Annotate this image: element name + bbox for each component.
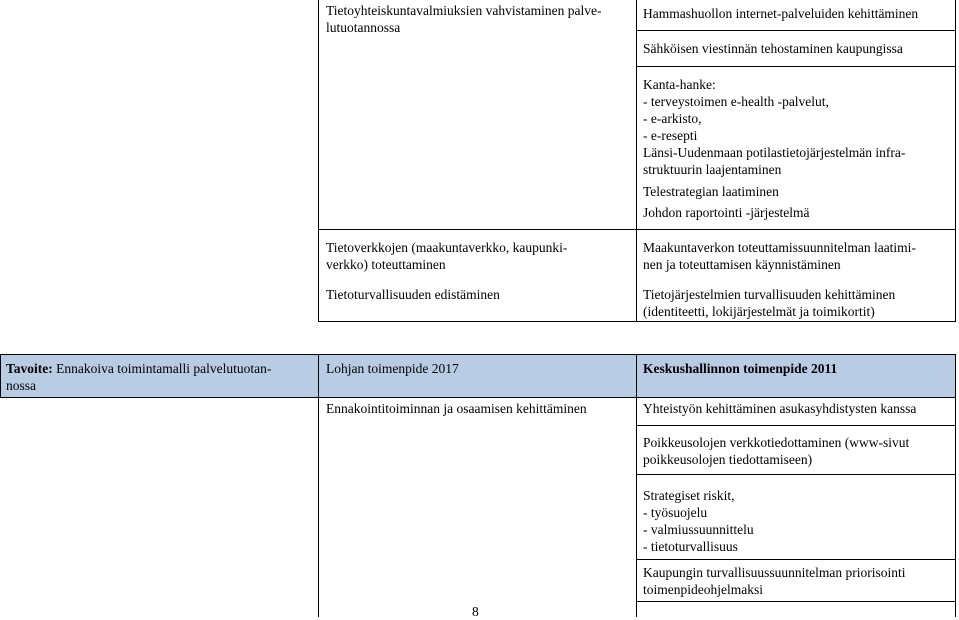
table-cell: Tietoyhteiskuntavalmiuksien vahvistaminen palve- lutuotannossa: [326, 3, 602, 35]
table-cell: Tietojärjestelmien turvallisuuden kehittäminen (identiteetti, lokijärjestelmät ja toimikortit): [643, 287, 896, 319]
table-cell: Johdon raportointi -järjestelmä: [643, 205, 810, 220]
column-header-keskushallinto: Keskushallinnon toimenpide 2011: [643, 361, 838, 376]
table-cell: Tietoverkkojen (maakuntaverkko, kaupunki- verkko) toteuttaminen: [326, 240, 568, 272]
page-number: 8: [472, 604, 479, 619]
table-cell: Maakuntaverkon toteuttamissuunnitelman laatimi- nen ja toteuttamisen käynnistäminen: [643, 240, 916, 272]
goal-header-cell: Tavoite: Ennakoiva toimintamalli palvelutuotan- nossa: [6, 361, 272, 393]
table-cell: Tietoturvallisuuden edistäminen: [326, 287, 500, 302]
goal-label: Tavoite:: [6, 361, 53, 376]
table-cell: Poikkeusolojen verkkotiedottaminen (www-sivut poikkeusolojen tiedottamiseen): [643, 435, 910, 467]
table-cell: Hammashuollon internet-palveluiden kehittäminen: [643, 6, 919, 21]
table-cell: Yhteistyön kehittäminen asukasyhdistysten kanssa: [643, 401, 917, 416]
table-cell: Ennakointitoiminnan ja osaamisen kehittäminen: [326, 401, 587, 416]
table-cell: Kaupungin turvallisuussuunnitelman priorisointi toimenpideohjelmaksi: [643, 565, 906, 597]
table-cell: Telestrategian laatiminen: [643, 184, 779, 199]
goal-text: Ennakoiva toimintamalli palvelutuotan-: [52, 361, 272, 376]
table-cell: Sähköisen viestinnän tehostaminen kaupungissa: [643, 41, 903, 56]
table-cell: Strategiset riskit, - työsuojelu - valmiussuunnittelu - tietoturvallisuus: [643, 488, 754, 554]
column-header-lohja: Lohjan toimenpide 2017: [326, 361, 459, 376]
table-cell: Kanta-hanke: - terveystoimen e-health -palvelut, - e-arkisto, - e-resepti Länsi-Uudenmaan potilastietojärjestelmän infra- struktuurin laajentaminen: [643, 77, 906, 177]
